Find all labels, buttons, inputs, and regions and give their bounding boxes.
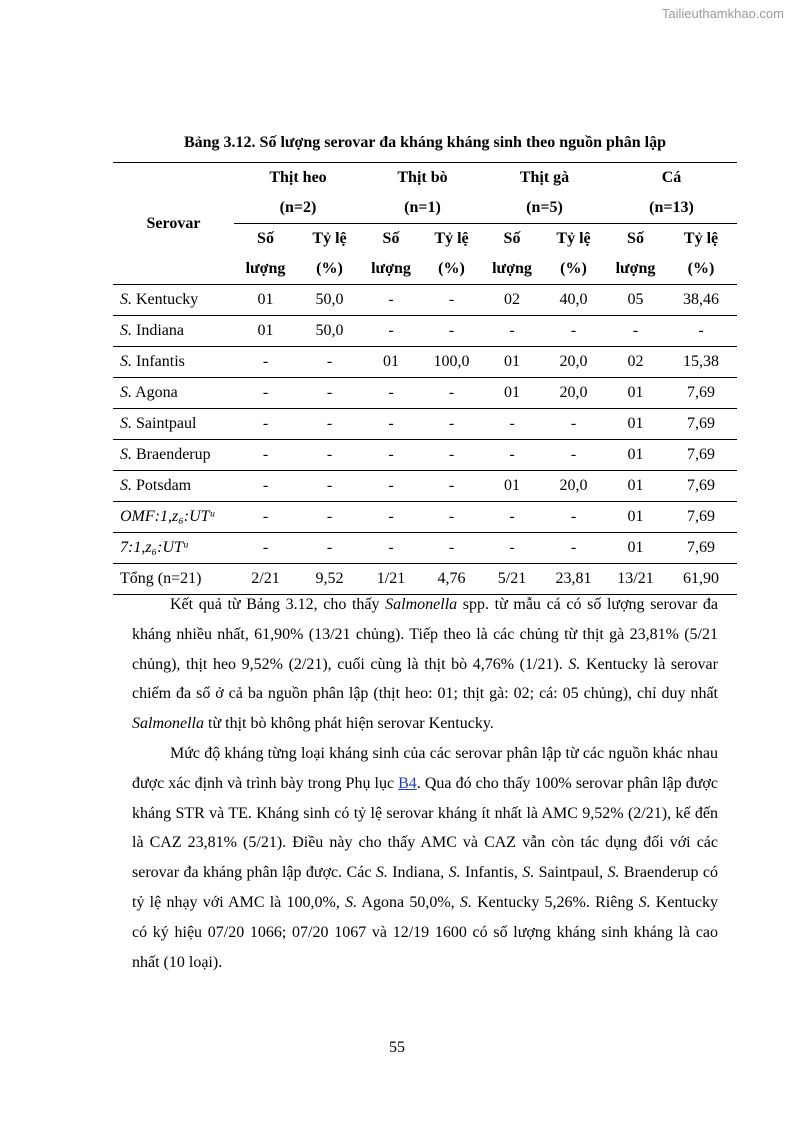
sub-rate-header: Tỷ lệ: [434, 230, 469, 247]
serovar-name-cell: [113, 409, 234, 440]
text: Saintpaul,: [534, 864, 608, 882]
text-italic: S.: [638, 893, 651, 911]
sub-rate-header: Tỷ lệ: [312, 230, 347, 247]
serovar-name: Saintpaul: [132, 415, 197, 432]
sub-count-unit: lượng: [483, 254, 541, 285]
text-italic: Salmonella: [132, 715, 204, 733]
table-cell: 02: [606, 347, 665, 378]
table-cell: -: [362, 471, 420, 502]
text-italic: S.: [459, 893, 472, 911]
table-cell: 7,69: [665, 378, 737, 409]
sub-count-header: Số: [257, 230, 274, 247]
table-cell: -: [297, 347, 362, 378]
group-n-fish: (n=13): [606, 193, 737, 224]
table-cell: -: [420, 440, 483, 471]
text: Infantis,: [460, 864, 523, 882]
table-cell: -: [420, 316, 483, 347]
serovar-genus: S.: [120, 322, 132, 339]
table-cell: -: [297, 471, 362, 502]
text: Mức độ kháng từng loại kháng sinh của các serovar phân lập từ các nguồn khác nhau được xác định và trình bày trong Phụ lục: [132, 745, 718, 792]
text: Kentucky 5,26%. Riêng: [471, 893, 639, 911]
table-cell: 9,52: [297, 564, 362, 595]
table-cell: 100,0: [420, 347, 483, 378]
table-cell: 01: [483, 347, 541, 378]
table-cell: 01: [234, 285, 297, 316]
table-cell: -: [420, 285, 483, 316]
table-cell: 7,69: [665, 502, 737, 533]
table-cell: 01: [362, 347, 420, 378]
table-cell: -: [541, 409, 606, 440]
appendix-link[interactable]: B4: [398, 774, 417, 792]
table-cell: 01: [483, 378, 541, 409]
text: Agona 50,0%,: [357, 893, 460, 911]
table-cell: -: [234, 533, 297, 564]
serovar-name: Braenderup: [132, 446, 211, 463]
serovar-name: Agona: [132, 384, 178, 401]
table-cell: -: [483, 440, 541, 471]
table-cell: -: [362, 409, 420, 440]
sub-count-unit: lượng: [234, 254, 297, 285]
group-header-pork: Thịt heo: [234, 163, 362, 194]
serovar-name: Indiana: [132, 322, 184, 339]
table-cell: 13/21: [606, 564, 665, 595]
table-cell: -: [297, 440, 362, 471]
table-row: [113, 533, 737, 564]
table-cell: 01: [606, 502, 665, 533]
serovar-name: Kentucky: [132, 291, 199, 308]
table-cell: 01: [234, 316, 297, 347]
table-cell: 02: [483, 285, 541, 316]
serovar-name-cell: [113, 440, 234, 471]
table-cell: 01: [483, 471, 541, 502]
table-caption: Bảng 3.12. Số lượng serovar đa kháng kháng sinh theo nguồn phân lập: [183, 134, 667, 151]
sub-count-header: Số: [382, 230, 400, 247]
table-cell: 01: [606, 378, 665, 409]
text-italic: Salmonella: [385, 596, 458, 613]
text: Kentucky là serovar chiếm đa số ở cả ba nguồn phân lập (thịt heo: 01; thịt gà: 02; cá: 05 chủng), chỉ duy nhất: [132, 655, 718, 703]
table-row: [113, 347, 737, 378]
table-cell: -: [297, 378, 362, 409]
sub-count-unit: lượng: [606, 254, 665, 285]
sub-rate-unit: (%): [665, 254, 737, 285]
table-cell: 01: [606, 440, 665, 471]
text-italic: S.: [375, 864, 388, 882]
table-cell: -: [362, 440, 420, 471]
paragraph-2: [132, 739, 718, 977]
table-cell: 50,0: [297, 285, 362, 316]
text: Indiana,: [387, 864, 449, 882]
serovar-genus: OMF:1,z₆:UTᵘ: [120, 508, 215, 525]
serovar-name: Infantis: [132, 353, 185, 370]
table-cell: -: [234, 409, 297, 440]
table-cell: 40,0: [541, 285, 606, 316]
table-cell: 01: [606, 409, 665, 440]
table-cell: -: [234, 378, 297, 409]
text: Kết quả từ Bảng 3.12, cho thấy: [170, 596, 386, 613]
table-cell: 20,0: [541, 378, 606, 409]
table-cell: -: [297, 409, 362, 440]
serovar-name-cell: [113, 285, 234, 316]
total-label: Tổng (n=21): [113, 564, 234, 595]
table-cell: -: [362, 378, 420, 409]
table-cell: -: [541, 440, 606, 471]
table-cell: 7,69: [665, 409, 737, 440]
sub-rate-unit: (%): [420, 254, 483, 285]
serovar-genus: S.: [120, 353, 132, 370]
text-italic: S.: [448, 864, 461, 882]
text: Kentucky có ký hiệu 07/20 1066; 07/20 1067 và 12/19 1600 có số lượng kháng sinh kháng là cao nhất (10 loại).: [132, 893, 719, 971]
header-row-group-names: [113, 163, 737, 194]
text-italic: S.: [568, 655, 581, 673]
table-cell: 1/21: [362, 564, 420, 595]
sub-count-header: Số: [503, 230, 521, 247]
table-cell: 4,76: [420, 564, 483, 595]
table-cell: -: [362, 533, 420, 564]
table-cell: 7,69: [665, 533, 737, 564]
serovar-table: [113, 162, 737, 595]
table-cell: 5/21: [483, 564, 541, 595]
group-n-pork: (n=2): [234, 193, 362, 224]
table-cell: -: [420, 533, 483, 564]
table-row: [113, 440, 737, 471]
table-cell: -: [420, 471, 483, 502]
serovar-genus: S.: [120, 384, 132, 401]
table-cell: -: [483, 409, 541, 440]
table-cell: -: [541, 316, 606, 347]
table-cell: -: [297, 533, 362, 564]
table-row: [113, 316, 737, 347]
table-cell: 20,0: [541, 347, 606, 378]
table-row: [113, 285, 737, 316]
table-cell: -: [606, 316, 665, 347]
serovar-genus: S.: [120, 446, 132, 463]
serovar-column-header: Serovar: [113, 163, 234, 285]
table-row: [113, 502, 737, 533]
serovar-name-cell: [113, 378, 234, 409]
sub-rate-header: Tỷ lệ: [683, 230, 719, 247]
table-cell: 05: [606, 285, 665, 316]
group-n-chicken: (n=5): [483, 193, 606, 224]
table-row: [113, 471, 737, 502]
serovar-name-cell: [113, 533, 234, 564]
table-cell: -: [420, 378, 483, 409]
table-cell: 7,69: [665, 440, 737, 471]
table-cell: 01: [606, 471, 665, 502]
serovar-name: Potsdam: [132, 477, 192, 494]
text: Braenderup có tỷ lệ nhạy với AMC là 100,0%,: [132, 864, 719, 911]
table-cell: 61,90: [665, 564, 737, 595]
table-cell: 15,38: [665, 347, 737, 378]
table-cell: 50,0: [297, 316, 362, 347]
serovar-name-cell: [113, 316, 234, 347]
table-cell: -: [420, 409, 483, 440]
text: spp. từ mẫu cá có số lượng serovar đa kháng nhiều nhất, 61,90% (13/21 chủng). Tiếp theo là các chủng từ thịt gà 23,81% (5/21 chủng), thịt heo 9,52% (2/21), cuối cùng là thịt bò 4,76% (1/21).: [132, 596, 719, 673]
watermark: Tailieuthamkhao.com: [661, 6, 784, 21]
table-cell: 01: [606, 533, 665, 564]
text: . Qua đó cho thấy 100% serovar phân lập được kháng STR và TE. Kháng sinh có tỷ lệ serovar kháng ít nhất là AMC 9,52% (2/21), kế đến là CAZ 23,81% (5/21). Điều này cho thấy AMC và CAZ vẫn còn tác dụng đối với các serovar đa kháng phân lập được. Các: [132, 774, 718, 882]
table-cell: -: [420, 502, 483, 533]
serovar-genus: 7:1,z₆:UTᵘ: [120, 539, 188, 556]
serovar-name-cell: [113, 347, 234, 378]
table-cell: -: [483, 316, 541, 347]
serovar-genus: S.: [120, 477, 132, 494]
serovar-name-cell: [113, 502, 234, 533]
table-row: [113, 409, 737, 440]
group-header-chicken: Thịt gà: [483, 163, 606, 194]
text-italic: S.: [607, 864, 620, 882]
table-cell: -: [234, 347, 297, 378]
table-cell: -: [297, 502, 362, 533]
table-cell: -: [234, 502, 297, 533]
group-header-beef: Thịt bò: [362, 163, 483, 194]
table-cell: -: [665, 316, 737, 347]
sub-rate-header: Tỷ lệ: [556, 230, 591, 247]
table-cell: -: [234, 440, 297, 471]
table-cell: -: [234, 471, 297, 502]
table-cell: 23,81: [541, 564, 606, 595]
table-cell: -: [362, 316, 420, 347]
table-cell: -: [362, 502, 420, 533]
sub-rate-unit: (%): [541, 254, 606, 285]
table-cell: 7,69: [665, 471, 737, 502]
table-cell: -: [362, 285, 420, 316]
table-cell: -: [483, 533, 541, 564]
sub-count-header: Số: [627, 230, 644, 247]
table-cell: -: [541, 533, 606, 564]
table-cell: 38,46: [665, 285, 737, 316]
serovar-genus: S.: [120, 415, 132, 432]
group-n-beef: (n=1): [362, 193, 483, 224]
table-cell: -: [483, 502, 541, 533]
table-cell: 20,0: [541, 471, 606, 502]
table-row: [113, 378, 737, 409]
serovar-genus: S.: [120, 291, 132, 308]
group-header-fish: Cá: [606, 163, 737, 194]
page-number: 55: [389, 1039, 405, 1056]
text-italic: S.: [522, 864, 535, 882]
table-cell: -: [541, 502, 606, 533]
text-italic: S.: [345, 893, 358, 911]
table-cell: 2/21: [234, 564, 297, 595]
serovar-name-cell: [113, 471, 234, 502]
sub-count-unit: lượng: [362, 254, 420, 285]
paragraph-1: [132, 590, 718, 739]
table-body: [113, 285, 737, 564]
text: từ thịt bò không phát hiện serovar Kentucky.: [204, 715, 494, 733]
sub-rate-unit: (%): [297, 254, 362, 285]
